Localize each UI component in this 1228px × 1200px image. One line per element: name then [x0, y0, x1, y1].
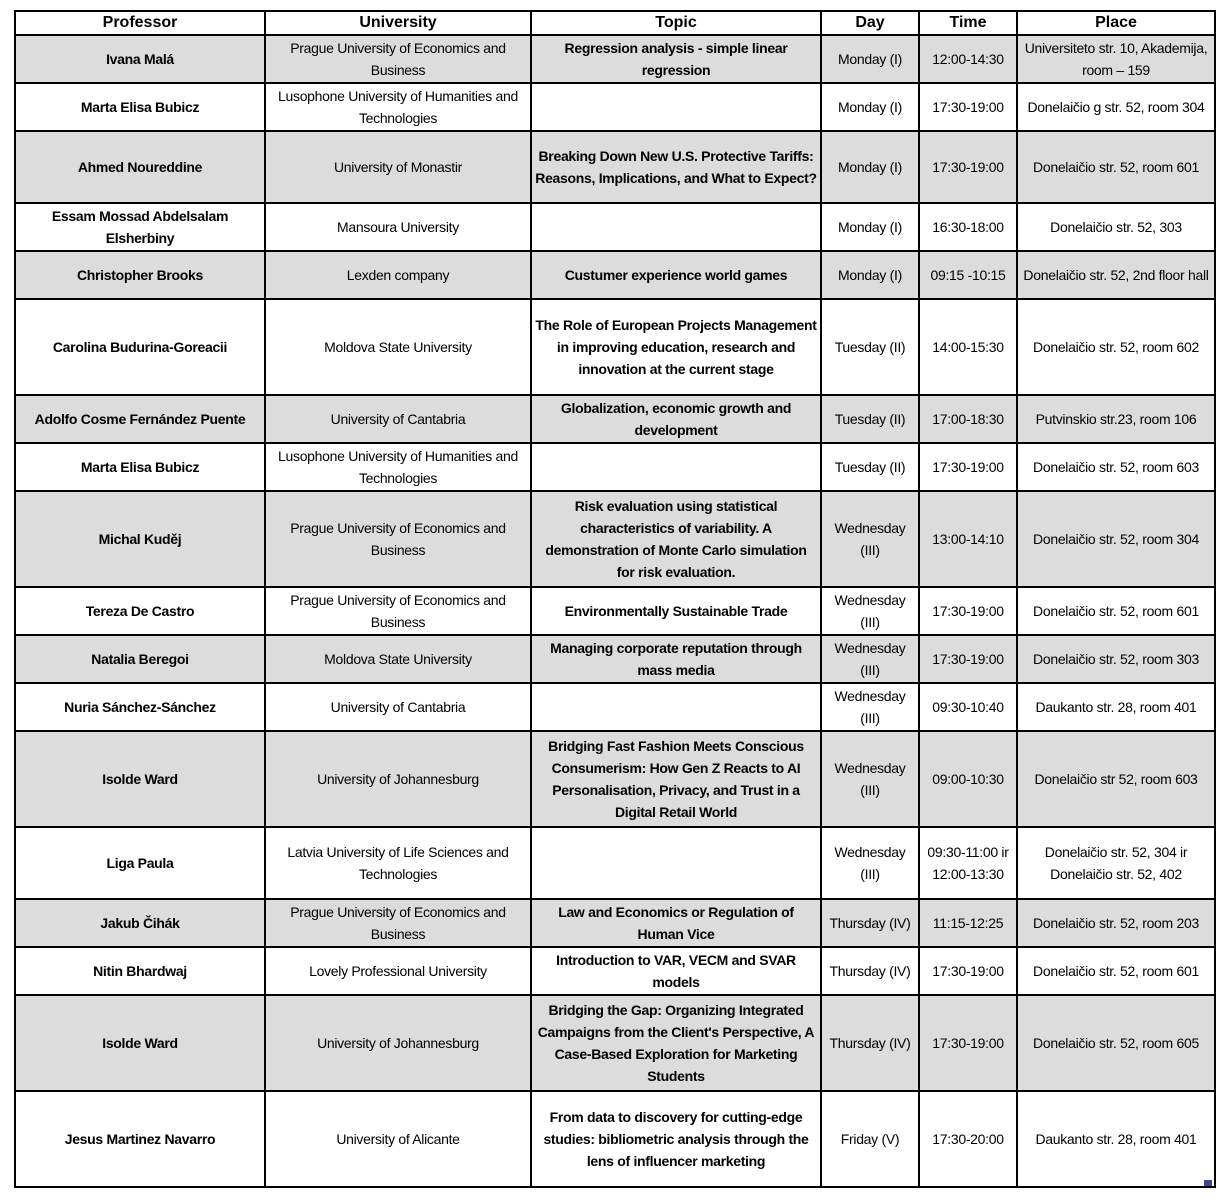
place-cell: Putvinskio str.23, room 106: [1017, 395, 1215, 443]
table-row: [15, 203, 1215, 251]
university-cell: Prague University of Economics and Business: [265, 587, 531, 635]
university-cell: Prague University of Economics and Business: [265, 491, 531, 587]
header-row: [15, 11, 1215, 35]
table-row: [15, 443, 1215, 491]
university-cell: Lusophone University of Humanities and Technologies: [265, 83, 531, 131]
university-cell: Latvia University of Life Sciences and Technologies: [265, 827, 531, 899]
topic-cell: From data to discovery for cutting-edge studies: bibliometric analysis through the lens of influencer marketing: [531, 1091, 821, 1187]
professor-cell: Ahmed Noureddine: [15, 131, 265, 203]
topic-cell: [531, 83, 821, 131]
time-cell: 17:30-19:00: [919, 443, 1017, 491]
university-cell: University of Cantabria: [265, 395, 531, 443]
professor-cell: Isolde Ward: [15, 995, 265, 1091]
place-cell: Donelaičio str. 52, 303: [1017, 203, 1215, 251]
day-cell: Monday (I): [821, 83, 919, 131]
professor-cell: Natalia Beregoi: [15, 635, 265, 683]
professor-cell: Tereza De Castro: [15, 587, 265, 635]
time-cell: 17:30-20:00: [919, 1091, 1017, 1187]
university-cell: University of Johannesburg: [265, 995, 531, 1091]
topic-cell: Managing corporate reputation through mass media: [531, 635, 821, 683]
university-cell: University of Cantabria: [265, 683, 531, 731]
day-cell: Tuesday (II): [821, 443, 919, 491]
day-cell: Monday (I): [821, 35, 919, 83]
topic-cell: Regression analysis - simple linear regression: [531, 35, 821, 83]
table-row: [15, 995, 1215, 1091]
place-cell: Donelaičio str. 52, 304 ir Donelaičio str. 52, 402: [1017, 827, 1215, 899]
place-cell: Donelaičio str. 52, room 601: [1017, 131, 1215, 203]
university-cell: University of Monastir: [265, 131, 531, 203]
time-cell: 14:00-15:30: [919, 299, 1017, 395]
place-cell: Donelaičio str. 52, room 303: [1017, 635, 1215, 683]
header-topic: Topic: [531, 11, 821, 35]
day-cell: Thursday (IV): [821, 899, 919, 947]
table-row: [15, 299, 1215, 395]
topic-cell: Environmentally Sustainable Trade: [531, 587, 821, 635]
time-cell: 17:30-19:00: [919, 131, 1017, 203]
table-row: [15, 587, 1215, 635]
time-cell: 17:00-18:30: [919, 395, 1017, 443]
university-cell: Lexden company: [265, 251, 531, 299]
professor-cell: Jakub Čihák: [15, 899, 265, 947]
topic-cell: Bridging Fast Fashion Meets Conscious Consumerism: How Gen Z Reacts to AI Personalisation, Privacy, and Trust in a Digital Retail World: [531, 731, 821, 827]
professor-cell: Marta Elisa Bubicz: [15, 83, 265, 131]
table-row: [15, 1091, 1215, 1187]
time-cell: 11:15-12:25: [919, 899, 1017, 947]
topic-cell: [531, 683, 821, 731]
day-cell: Tuesday (II): [821, 395, 919, 443]
professor-cell: Isolde Ward: [15, 731, 265, 827]
day-cell: Monday (I): [821, 203, 919, 251]
day-cell: Wednesday (III): [821, 731, 919, 827]
schedule-table: [14, 10, 1216, 1188]
table-row: [15, 395, 1215, 443]
table-row: [15, 731, 1215, 827]
professor-cell: Jesus Martinez Navarro: [15, 1091, 265, 1187]
university-cell: Prague University of Economics and Business: [265, 899, 531, 947]
time-cell: 09:15 -10:15: [919, 251, 1017, 299]
university-cell: Moldova State University: [265, 299, 531, 395]
table-row: [15, 131, 1215, 203]
professor-cell: Essam Mossad Abdelsalam Elsherbiny: [15, 203, 265, 251]
topic-cell: [531, 203, 821, 251]
place-cell: Donelaičio str. 52, room 203: [1017, 899, 1215, 947]
professor-cell: Carolina Budurina-Goreacii: [15, 299, 265, 395]
professor-cell: Nuria Sánchez-Sánchez: [15, 683, 265, 731]
place-cell: Daukanto str. 28, room 401: [1017, 683, 1215, 731]
professor-cell: Ivana Malá: [15, 35, 265, 83]
place-cell: Donelaičio str. 52, room 603: [1017, 443, 1215, 491]
place-cell: Donelaičio str. 52, room 601: [1017, 587, 1215, 635]
time-cell: 09:30-11:00 ir 12:00-13:30: [919, 827, 1017, 899]
time-cell: 09:30-10:40: [919, 683, 1017, 731]
university-cell: University of Alicante: [265, 1091, 531, 1187]
day-cell: Wednesday (III): [821, 491, 919, 587]
topic-cell: Bridging the Gap: Organizing Integrated Campaigns from the Client's Perspective, A Case-Based Exploration for Marketing Students: [531, 995, 821, 1091]
topic-cell: Law and Economics or Regulation of Human Vice: [531, 899, 821, 947]
day-cell: Wednesday (III): [821, 827, 919, 899]
day-cell: Thursday (IV): [821, 995, 919, 1091]
day-cell: Monday (I): [821, 251, 919, 299]
day-cell: Thursday (IV): [821, 947, 919, 995]
table-row: [15, 83, 1215, 131]
topic-cell: Introduction to VAR, VECM and SVAR models: [531, 947, 821, 995]
topic-cell: Custumer experience world games: [531, 251, 821, 299]
place-cell: Donelaičio str. 52, room 605: [1017, 995, 1215, 1091]
table-row: [15, 827, 1215, 899]
time-cell: 17:30-19:00: [919, 995, 1017, 1091]
university-cell: Mansoura University: [265, 203, 531, 251]
table-row: [15, 899, 1215, 947]
table-row: [15, 35, 1215, 83]
resize-handle-icon: [1204, 1180, 1212, 1186]
professor-cell: Michal Kuděj: [15, 491, 265, 587]
day-cell: Monday (I): [821, 131, 919, 203]
topic-cell: The Role of European Projects Management in improving education, research and innovation at the current stage: [531, 299, 821, 395]
university-cell: Prague University of Economics and Business: [265, 35, 531, 83]
time-cell: 16:30-18:00: [919, 203, 1017, 251]
university-cell: University of Johannesburg: [265, 731, 531, 827]
topic-cell: [531, 443, 821, 491]
day-cell: Tuesday (II): [821, 299, 919, 395]
table-row: [15, 683, 1215, 731]
header-university: University: [265, 11, 531, 35]
topic-cell: Risk evaluation using statistical characteristics of variability. A demonstration of Monte Carlo simulation for risk evaluation.: [531, 491, 821, 587]
header-professor: Professor: [15, 11, 265, 35]
professor-cell: Marta Elisa Bubicz: [15, 443, 265, 491]
day-cell: Friday (V): [821, 1091, 919, 1187]
day-cell: Wednesday (III): [821, 635, 919, 683]
university-cell: Moldova State University: [265, 635, 531, 683]
place-cell: Donelaičio str. 52, room 601: [1017, 947, 1215, 995]
place-cell: Donelaičio str. 52, room 602: [1017, 299, 1215, 395]
day-cell: Wednesday (III): [821, 683, 919, 731]
time-cell: 13:00-14:10: [919, 491, 1017, 587]
professor-cell: Liga Paula: [15, 827, 265, 899]
university-cell: Lovely Professional University: [265, 947, 531, 995]
time-cell: 17:30-19:00: [919, 587, 1017, 635]
table-row: [15, 491, 1215, 587]
time-cell: 17:30-19:00: [919, 635, 1017, 683]
time-cell: 17:30-19:00: [919, 83, 1017, 131]
place-cell: Donelaičio str. 52, 2nd floor hall: [1017, 251, 1215, 299]
professor-cell: Christopher Brooks: [15, 251, 265, 299]
table-row: [15, 947, 1215, 995]
table-row: [15, 635, 1215, 683]
time-cell: 09:00-10:30: [919, 731, 1017, 827]
topic-cell: Globalization, economic growth and development: [531, 395, 821, 443]
place-cell: Universiteto str. 10, Akademija, room – 159: [1017, 35, 1215, 83]
university-cell: Lusophone University of Humanities and Technologies: [265, 443, 531, 491]
place-cell: Donelaičio g str. 52, room 304: [1017, 83, 1215, 131]
header-place: Place: [1017, 11, 1215, 35]
topic-cell: Breaking Down New U.S. Protective Tariffs: Reasons, Implications, and What to Expect?: [531, 131, 821, 203]
day-cell: Wednesday (III): [821, 587, 919, 635]
time-cell: 12:00-14:30: [919, 35, 1017, 83]
topic-cell: [531, 827, 821, 899]
time-cell: 17:30-19:00: [919, 947, 1017, 995]
professor-cell: Adolfo Cosme Fernández Puente: [15, 395, 265, 443]
place-cell: Daukanto str. 28, room 401: [1017, 1091, 1215, 1187]
place-cell: Donelaičio str. 52, room 304: [1017, 491, 1215, 587]
table-row: [15, 251, 1215, 299]
header-day: Day: [821, 11, 919, 35]
header-time: Time: [919, 11, 1017, 35]
professor-cell: Nitin Bhardwaj: [15, 947, 265, 995]
place-cell: Donelaičio str 52, room 603: [1017, 731, 1215, 827]
